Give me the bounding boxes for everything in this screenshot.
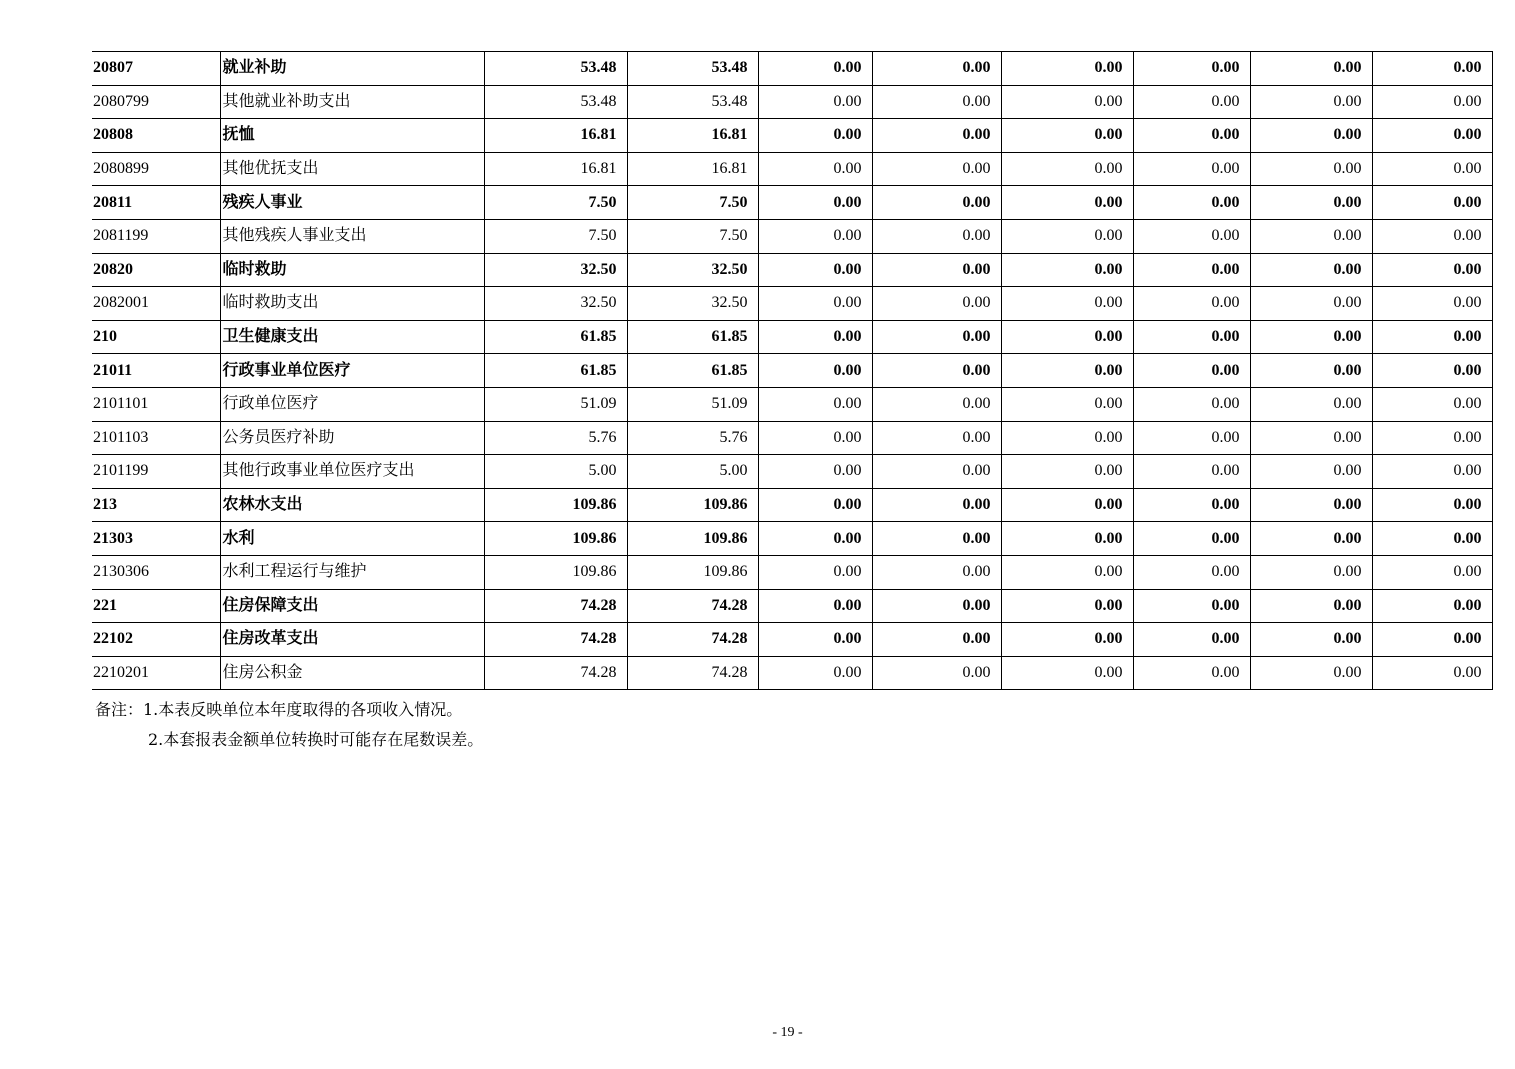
row-value: 0.00 <box>1372 354 1492 388</box>
row-value: 0.00 <box>1133 656 1250 690</box>
table-row <box>92 387 1492 421</box>
row-value: 74.28 <box>484 623 627 657</box>
row-value: 0.00 <box>1250 589 1372 623</box>
row-name: 其他优抚支出 <box>220 152 484 186</box>
row-code: 2080899 <box>92 152 220 186</box>
row-value: 0.00 <box>1250 152 1372 186</box>
table-row <box>92 522 1492 556</box>
row-value: 0.00 <box>872 623 1001 657</box>
row-code: 22102 <box>92 623 220 657</box>
row-value: 0.00 <box>1133 186 1250 220</box>
row-value: 109.86 <box>627 522 758 556</box>
row-code: 2101101 <box>92 387 220 421</box>
row-value: 0.00 <box>872 253 1001 287</box>
row-value: 0.00 <box>1372 119 1492 153</box>
row-value: 0.00 <box>758 119 872 153</box>
row-value: 0.00 <box>1250 387 1372 421</box>
row-value: 51.09 <box>627 387 758 421</box>
table-row <box>92 488 1492 522</box>
row-value: 0.00 <box>1001 152 1133 186</box>
row-value: 0.00 <box>1133 219 1250 253</box>
table-row <box>92 589 1492 623</box>
row-value: 74.28 <box>484 656 627 690</box>
row-code: 2101199 <box>92 455 220 489</box>
row-name: 水利 <box>220 522 484 556</box>
row-value: 0.00 <box>1372 152 1492 186</box>
row-value: 74.28 <box>627 589 758 623</box>
table-row <box>92 52 1492 86</box>
row-value: 0.00 <box>1001 589 1133 623</box>
row-code: 2081199 <box>92 219 220 253</box>
row-value: 5.76 <box>484 421 627 455</box>
row-code: 210 <box>92 320 220 354</box>
row-value: 32.50 <box>484 253 627 287</box>
row-value: 61.85 <box>627 320 758 354</box>
row-code: 213 <box>92 488 220 522</box>
row-value: 0.00 <box>1250 186 1372 220</box>
row-value: 0.00 <box>1133 589 1250 623</box>
row-value: 0.00 <box>1001 421 1133 455</box>
row-value: 0.00 <box>1133 455 1250 489</box>
row-value: 0.00 <box>758 488 872 522</box>
row-value: 0.00 <box>1133 253 1250 287</box>
row-value: 0.00 <box>1001 455 1133 489</box>
budget-table <box>92 51 1493 690</box>
row-code: 20820 <box>92 253 220 287</box>
row-value: 0.00 <box>1372 555 1492 589</box>
row-code: 20808 <box>92 119 220 153</box>
row-name: 其他就业补助支出 <box>220 85 484 119</box>
row-value: 0.00 <box>1372 253 1492 287</box>
row-value: 0.00 <box>1001 287 1133 321</box>
row-value: 32.50 <box>627 287 758 321</box>
row-value: 0.00 <box>758 52 872 86</box>
table-row <box>92 85 1492 119</box>
row-value: 0.00 <box>758 656 872 690</box>
row-value: 0.00 <box>1001 320 1133 354</box>
row-value: 0.00 <box>872 52 1001 86</box>
notes <box>95 695 483 755</box>
row-name: 就业补助 <box>220 52 484 86</box>
row-value: 0.00 <box>872 119 1001 153</box>
row-name: 卫生健康支出 <box>220 320 484 354</box>
table-row <box>92 455 1492 489</box>
row-value: 32.50 <box>627 253 758 287</box>
table-row <box>92 555 1492 589</box>
row-value: 0.00 <box>872 287 1001 321</box>
row-name: 住房保障支出 <box>220 589 484 623</box>
row-value: 0.00 <box>1372 387 1492 421</box>
row-value: 0.00 <box>1001 387 1133 421</box>
row-value: 0.00 <box>872 219 1001 253</box>
row-value: 0.00 <box>1372 421 1492 455</box>
row-name: 其他残疾人事业支出 <box>220 219 484 253</box>
row-value: 53.48 <box>627 85 758 119</box>
row-value: 0.00 <box>1001 85 1133 119</box>
row-name: 临时救助 <box>220 253 484 287</box>
row-value: 7.50 <box>627 219 758 253</box>
row-value: 0.00 <box>872 455 1001 489</box>
row-value: 0.00 <box>1372 455 1492 489</box>
row-value: 0.00 <box>1133 85 1250 119</box>
row-code: 21303 <box>92 522 220 556</box>
row-code: 20807 <box>92 52 220 86</box>
row-value: 0.00 <box>872 186 1001 220</box>
row-code: 221 <box>92 589 220 623</box>
row-value: 5.00 <box>484 455 627 489</box>
row-value: 0.00 <box>1250 119 1372 153</box>
row-name: 残疾人事业 <box>220 186 484 220</box>
row-value: 0.00 <box>1250 253 1372 287</box>
row-value: 0.00 <box>1372 186 1492 220</box>
row-value: 7.50 <box>627 186 758 220</box>
row-value: 0.00 <box>1250 219 1372 253</box>
row-value: 0.00 <box>1001 488 1133 522</box>
row-value: 0.00 <box>1001 623 1133 657</box>
row-value: 0.00 <box>1250 320 1372 354</box>
note-line-1: 备注：1.本表反映单位本年度取得的各项收入情况。 <box>95 700 463 719</box>
row-value: 0.00 <box>1372 522 1492 556</box>
table-row <box>92 119 1492 153</box>
row-value: 74.28 <box>484 589 627 623</box>
row-value: 0.00 <box>1250 421 1372 455</box>
row-value: 0.00 <box>758 287 872 321</box>
row-value: 0.00 <box>1372 656 1492 690</box>
row-value: 0.00 <box>872 387 1001 421</box>
row-value: 0.00 <box>1133 623 1250 657</box>
row-value: 0.00 <box>1372 623 1492 657</box>
row-value: 0.00 <box>758 354 872 388</box>
table-row <box>92 320 1492 354</box>
row-value: 0.00 <box>1250 555 1372 589</box>
row-value: 0.00 <box>1133 488 1250 522</box>
row-value: 74.28 <box>627 656 758 690</box>
row-value: 32.50 <box>484 287 627 321</box>
row-value: 16.81 <box>627 152 758 186</box>
row-value: 0.00 <box>1372 488 1492 522</box>
note-line-2: 2.本套报表金额单位转换时可能存在尾数误差。 <box>148 730 484 749</box>
row-name: 行政单位医疗 <box>220 387 484 421</box>
row-value: 0.00 <box>872 522 1001 556</box>
row-name: 住房改革支出 <box>220 623 484 657</box>
row-value: 0.00 <box>758 253 872 287</box>
page-number: - 19 - <box>772 1025 803 1040</box>
table-row <box>92 656 1492 690</box>
row-value: 0.00 <box>1133 555 1250 589</box>
row-value: 0.00 <box>758 85 872 119</box>
row-code: 21011 <box>92 354 220 388</box>
row-value: 7.50 <box>484 219 627 253</box>
row-code: 2210201 <box>92 656 220 690</box>
row-value: 0.00 <box>1250 287 1372 321</box>
row-value: 53.48 <box>627 52 758 86</box>
row-name: 抚恤 <box>220 119 484 153</box>
row-value: 0.00 <box>1133 287 1250 321</box>
row-code: 2130306 <box>92 555 220 589</box>
row-value: 0.00 <box>1133 421 1250 455</box>
row-value: 0.00 <box>758 555 872 589</box>
row-name: 水利工程运行与维护 <box>220 555 484 589</box>
row-value: 109.86 <box>484 488 627 522</box>
row-value: 0.00 <box>1001 555 1133 589</box>
row-value: 0.00 <box>872 555 1001 589</box>
row-value: 0.00 <box>1250 656 1372 690</box>
table-row <box>92 186 1492 220</box>
row-value: 0.00 <box>1001 522 1133 556</box>
row-value: 0.00 <box>1250 85 1372 119</box>
table-row <box>92 421 1492 455</box>
row-value: 0.00 <box>1133 320 1250 354</box>
row-value: 0.00 <box>758 219 872 253</box>
row-value: 16.81 <box>484 119 627 153</box>
row-value: 0.00 <box>872 421 1001 455</box>
row-value: 0.00 <box>1001 253 1133 287</box>
row-value: 0.00 <box>872 85 1001 119</box>
row-value: 74.28 <box>627 623 758 657</box>
row-name: 住房公积金 <box>220 656 484 690</box>
table-row <box>92 354 1492 388</box>
row-value: 0.00 <box>1001 186 1133 220</box>
row-value: 0.00 <box>758 589 872 623</box>
row-value: 109.86 <box>484 555 627 589</box>
row-value: 0.00 <box>1001 656 1133 690</box>
row-value: 0.00 <box>1133 354 1250 388</box>
row-value: 0.00 <box>758 320 872 354</box>
table-row <box>92 287 1492 321</box>
row-code: 2082001 <box>92 287 220 321</box>
row-value: 0.00 <box>1372 52 1492 86</box>
table-row <box>92 219 1492 253</box>
row-value: 0.00 <box>1133 522 1250 556</box>
row-value: 0.00 <box>758 186 872 220</box>
row-value: 0.00 <box>1001 219 1133 253</box>
row-value: 0.00 <box>758 623 872 657</box>
row-value: 53.48 <box>484 85 627 119</box>
row-value: 0.00 <box>1133 52 1250 86</box>
row-code: 2101103 <box>92 421 220 455</box>
row-value: 0.00 <box>872 589 1001 623</box>
row-value: 0.00 <box>758 387 872 421</box>
row-value: 0.00 <box>758 421 872 455</box>
row-value: 0.00 <box>1372 320 1492 354</box>
row-value: 0.00 <box>1372 219 1492 253</box>
row-value: 0.00 <box>872 488 1001 522</box>
row-name: 公务员医疗补助 <box>220 421 484 455</box>
row-value: 109.86 <box>627 555 758 589</box>
row-value: 0.00 <box>758 152 872 186</box>
row-value: 53.48 <box>484 52 627 86</box>
row-value: 0.00 <box>1250 52 1372 86</box>
row-value: 0.00 <box>1250 488 1372 522</box>
row-value: 0.00 <box>1372 85 1492 119</box>
row-value: 16.81 <box>484 152 627 186</box>
row-value: 7.50 <box>484 186 627 220</box>
row-value: 0.00 <box>758 522 872 556</box>
row-value: 0.00 <box>872 152 1001 186</box>
row-value: 109.86 <box>627 488 758 522</box>
row-value: 0.00 <box>872 354 1001 388</box>
row-code: 20811 <box>92 186 220 220</box>
row-value: 51.09 <box>484 387 627 421</box>
row-value: 0.00 <box>1133 119 1250 153</box>
row-value: 0.00 <box>1250 354 1372 388</box>
row-value: 0.00 <box>1001 52 1133 86</box>
row-value: 0.00 <box>1250 455 1372 489</box>
row-value: 0.00 <box>1133 152 1250 186</box>
row-value: 61.85 <box>484 320 627 354</box>
table-row <box>92 152 1492 186</box>
row-value: 16.81 <box>627 119 758 153</box>
row-name: 临时救助支出 <box>220 287 484 321</box>
row-value: 0.00 <box>1001 354 1133 388</box>
row-name: 农林水支出 <box>220 488 484 522</box>
row-name: 其他行政事业单位医疗支出 <box>220 455 484 489</box>
row-value: 0.00 <box>1001 119 1133 153</box>
table-row <box>92 253 1492 287</box>
row-value: 0.00 <box>1372 589 1492 623</box>
row-value: 5.00 <box>627 455 758 489</box>
row-value: 0.00 <box>1250 623 1372 657</box>
row-value: 61.85 <box>484 354 627 388</box>
row-value: 61.85 <box>627 354 758 388</box>
row-value: 5.76 <box>627 421 758 455</box>
row-value: 0.00 <box>1372 287 1492 321</box>
table-body <box>92 52 1492 690</box>
row-value: 109.86 <box>484 522 627 556</box>
row-name: 行政事业单位医疗 <box>220 354 484 388</box>
row-value: 0.00 <box>1250 522 1372 556</box>
row-value: 0.00 <box>872 320 1001 354</box>
row-value: 0.00 <box>872 656 1001 690</box>
row-code: 2080799 <box>92 85 220 119</box>
row-value: 0.00 <box>758 455 872 489</box>
table-row <box>92 623 1492 657</box>
row-value: 0.00 <box>1133 387 1250 421</box>
